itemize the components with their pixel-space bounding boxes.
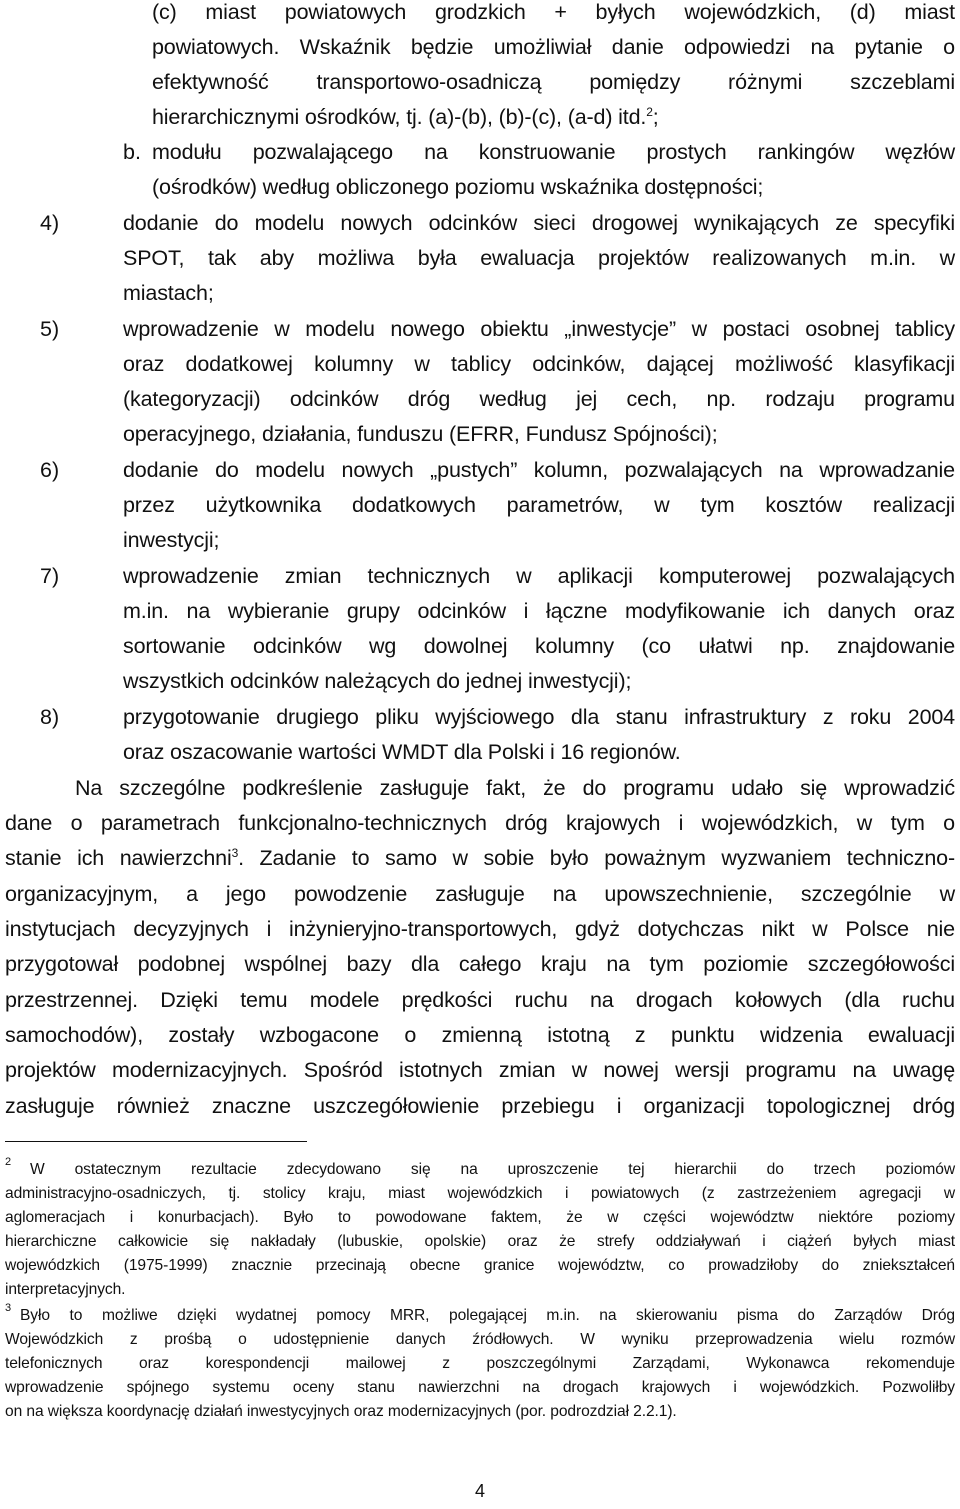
item-4-number: 4) (40, 211, 60, 235)
paragraph-line-5: instytucjach decyzyjnych i inżynieryjno-transportowych, gdyż dotychczas nikt w Polsce nie (5, 917, 955, 941)
paragraph-line-9: projektów modernizacyjnych. Spośród istotnych zmian w nowej wersji programu na uwagę (5, 1058, 955, 1082)
footnote-3-line-2: Wojewódzkich z prośbą o udostępnienie danych źródłowych. W wyniku przeprowadzenia wielu rozmów (5, 1331, 955, 1348)
item-6-line-1: dodanie do modelu nowych „pustych” kolumn, pozwalających na wprowadzanie (123, 458, 955, 482)
item-6-line-3: inwestycji; (123, 528, 220, 552)
item-8-line-1: przygotowanie drugiego pliku wyjściowego dla stanu infrastruktury z roku 2004 (123, 705, 955, 729)
item-7-line-2: m.in. na wybieranie grupy odcinków i łączne modyfikowanie ich danych oraz (123, 599, 955, 623)
item-7-line-4: wszystkich odcinków należących do jednej inwestycji); (123, 669, 632, 693)
footnote-2-number: 2 (5, 1156, 12, 1168)
item-5-number: 5) (40, 317, 60, 341)
paragraph-line-3-pre: stanie ich nawierzchni (5, 846, 232, 870)
list-continuation-line-1: (c) miast powiatowych grodzkich + byłych wojewódzkich, (d) miast (152, 0, 955, 24)
footnote-3-line-3: telefonicznych oraz korespondencji mailowej z poszczególnymi Zarządami, Wykonawca rekomenduje (5, 1355, 955, 1372)
item-4-line-3: miastach; (123, 281, 214, 305)
item-4-line-2: SPOT, tak aby możliwa była ewaluacja projektów realizowanych m.in. w (123, 246, 955, 270)
item-8-number: 8) (40, 705, 60, 729)
paragraph-line-3-post: . Zadanie to samo w sobie było poważnym wyzwaniem techniczno- (238, 846, 955, 870)
list-continuation-line-4 (152, 102, 659, 132)
footnote-ref-3: 3 (231, 845, 239, 860)
footnote-2-line-4: hierarchiczne całkowicie się nakładały (lubuskie, opolskie) oraz że strefy oddziaływań i ciążeń byłych miast (5, 1233, 955, 1250)
paragraph-line-8: samochodów), zostały wzbogacone o zmienną istotną z punktu widzenia ewaluacji (5, 1023, 955, 1047)
paragraph-line-2: dane o parametrach funkcjonalno-technicznych dróg krajowych i wojewódzkich, w tym o (5, 811, 955, 835)
item-b-line-1: modułu pozwalającego na konstruowanie prostych rankingów węzłów (152, 140, 955, 164)
paragraph-line-4: organizacyjnym, a jego powodzenie zasługuje na upowszechnienie, szczególnie w (5, 882, 955, 906)
item-5-line-4: operacyjnego, działania, funduszu (EFRR, Fundusz Spójności); (123, 422, 718, 446)
footnote-2-line-1: W ostatecznym rezultacie zdecydowano się na uproszczenie tej hierarchii do trzech poziomów (30, 1161, 955, 1178)
item-5-line-1: wprowadzenie w modelu nowego obiektu „inwestycje” w postaci osobnej tablicy (123, 317, 955, 341)
paragraph-line-7: przestrzennej. Dzięki temu modele prędkości ruchu na drogach kołowych (dla ruchu (5, 988, 955, 1012)
item-6-number: 6) (40, 458, 60, 482)
paragraph-line-6: przygotował podobnej wspólnej bazy dla całego kraju na tym poziomie szczegółowości (5, 952, 955, 976)
paragraph-line-3 (5, 843, 955, 873)
footnote-3-line-4: wprowadzenie spójnego systemu oceny stanu nawierzchni na drogach krajowych i wojewódzkich. Pozwoliłby (5, 1379, 955, 1396)
list-continuation-text: hierarchicznymi ośrodków, tj. (a)-(b), (b)-(c), (a-d) itd. (152, 105, 647, 129)
footnote-2-line-5: wojewódzkich (1975-1999) znacznie przecinają obecne granice województw, co prowadziłoby do zniekształceń (5, 1257, 955, 1274)
paragraph-line-10: zasługuje również znaczne uszczegółowienie przebiegu i organizacji topologicznej dróg (5, 1094, 955, 1118)
list-continuation-line-3: efektywność transportowo-osadniczą pomiędzy różnymi szczeblami (152, 70, 955, 94)
footnote-3-number: 3 (5, 1302, 12, 1314)
list-continuation-tail: ; (652, 105, 659, 129)
item-7-number: 7) (40, 564, 60, 588)
item-5-line-2: oraz dodatkowej kolumny w tablicy odcinków, dającej możliwość klasyfikacji (123, 352, 955, 376)
item-7-line-3: sortowanie odcinków wg dowolnej kolumny (co ułatwi np. znajdowanie (123, 634, 955, 658)
list-continuation-line-2: powiatowych. Wskaźnik będzie umożliwiał danie odpowiedzi na pytanie o (152, 35, 955, 59)
footnote-2-line-3: aglomeracjach i konurbacjach). Było to powodowane faktem, że w części województw niektóre poziomy (5, 1209, 955, 1226)
item-6-line-2: przez użytkownika dodatkowych parametrów, w tym kosztów realizacji (123, 493, 955, 517)
footnote-2-line-2: administracyjno-osadniczych, tj. stolicy kraju, miast wojewódzkich i powiatowych (z zastrzeżeniem agregacji w (5, 1185, 955, 1202)
footnote-separator (5, 1141, 307, 1142)
item-7-line-1: wprowadzenie zmian technicznych w aplikacji komputerowej pozwalających (123, 564, 955, 588)
footnote-3-line-1: Było to możliwe dzięki wydatnej pomocy MRR, polegającej m.in. na skierowaniu pisma do Zarządów Dróg (20, 1307, 955, 1324)
footnote-3-line-5: on na większa koordynację działań inwestycyjnych oraz modernizacyjnych (por. podrozdział 2.2.1). (5, 1403, 677, 1420)
item-b-marker: b. (123, 140, 141, 164)
item-5-line-3: (kategoryzacji) odcinków dróg według jej cech, np. rodzaju programu (123, 387, 955, 411)
item-4-line-1: dodanie do modelu nowych odcinków sieci drogowej wynikających ze specyfiki (123, 211, 955, 235)
footnote-2-line-6: interpretacyjnych. (5, 1281, 126, 1298)
footnote-ref-2: 2 (646, 104, 653, 119)
page-number: 4 (474, 1481, 485, 1501)
item-8-line-2: oraz oszacowanie wartości WMDT dla Polski i 16 regionów. (123, 740, 681, 764)
paragraph-line-1: Na szczególne podkreślenie zasługuje fakt, że do programu udało się wprowadzić (75, 776, 955, 800)
item-b-line-2: (ośrodków) według obliczonego poziomu wskaźnika dostępności; (152, 175, 764, 199)
